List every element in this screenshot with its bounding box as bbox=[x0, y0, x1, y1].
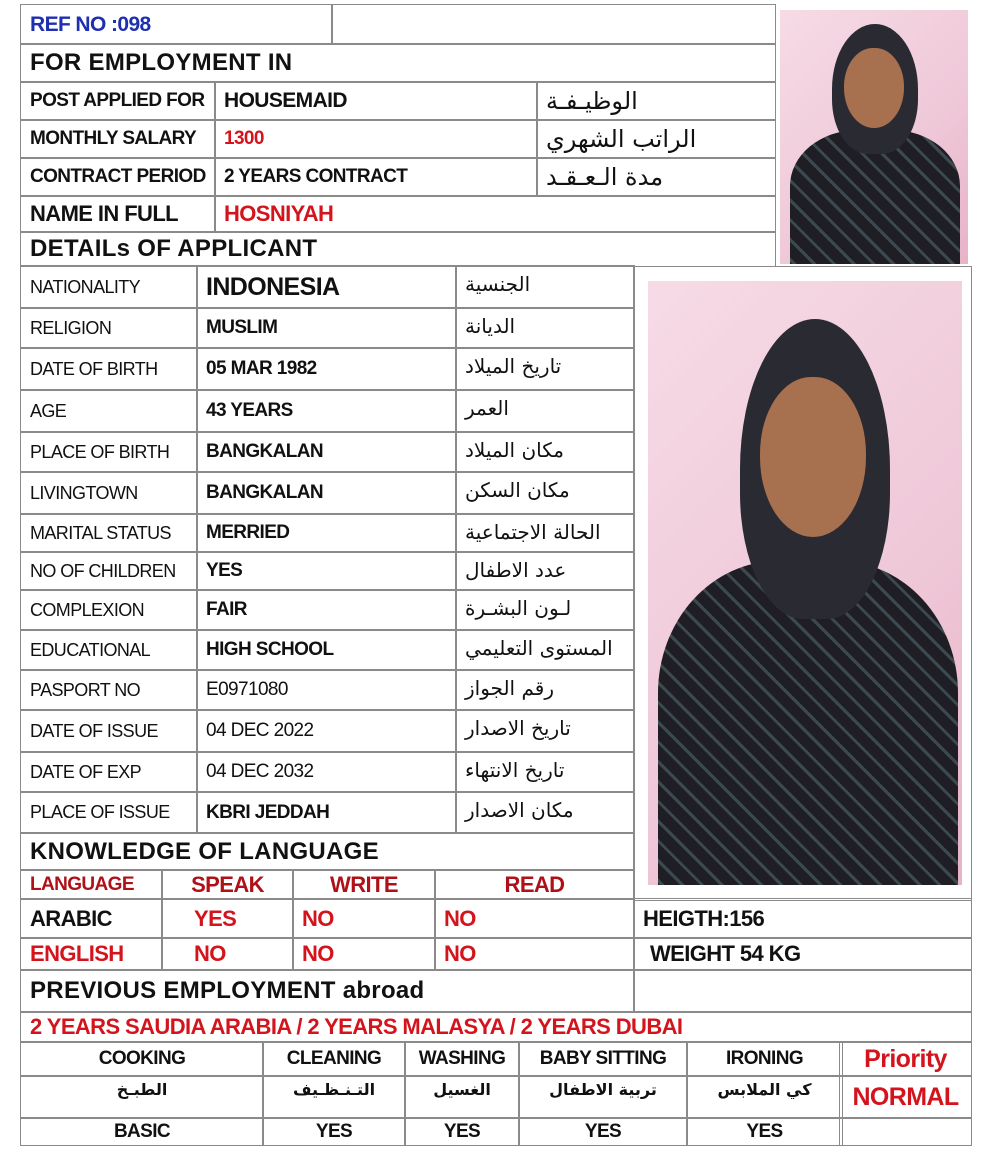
previous-employment-value: 2 YEARS SAUDIA ARABIA / 2 YEARS MALASYA / 2 YEARS DUBAI bbox=[20, 1011, 972, 1043]
salary-arabic: الراتب الشهري bbox=[536, 119, 776, 159]
detail-arabic: رقم الجواز bbox=[455, 669, 635, 711]
detail-value: HIGH SCHOOL bbox=[196, 629, 457, 671]
empty-cell bbox=[839, 1117, 972, 1146]
english-language: ENGLISH bbox=[20, 937, 163, 971]
detail-arabic: مكان الاصدار bbox=[455, 791, 635, 834]
empty-cell bbox=[331, 4, 776, 45]
arabic-read: NO bbox=[434, 898, 635, 939]
post-value: HOUSEMAID bbox=[214, 81, 538, 121]
skill-name: BABY SITTING bbox=[518, 1041, 688, 1077]
detail-arabic: تاريخ الانتهاء bbox=[455, 751, 635, 793]
name-label: NAME IN FULL bbox=[20, 195, 216, 233]
arabic-write: NO bbox=[292, 898, 436, 939]
employment-heading: FOR EMPLOYMENT IN bbox=[20, 43, 776, 83]
skill-arabic: التـنـظـيف bbox=[262, 1075, 406, 1119]
skill-arabic: تربية الاطفال bbox=[518, 1075, 688, 1119]
applicant-photo-small bbox=[780, 10, 968, 264]
detail-label: PLACE OF BIRTH bbox=[20, 431, 198, 473]
detail-arabic: لـون البشـرة bbox=[455, 589, 635, 631]
salary-label: MONTHLY SALARY bbox=[20, 119, 216, 159]
detail-value: 05 MAR 1982 bbox=[196, 347, 457, 391]
detail-label: DATE OF BIRTH bbox=[20, 347, 198, 391]
skill-name: WASHING bbox=[404, 1041, 520, 1077]
weight-value: WEIGHT 54 KG bbox=[633, 937, 972, 971]
detail-arabic: الحالة الاجتماعية bbox=[455, 513, 635, 553]
detail-value: INDONESIA bbox=[196, 265, 457, 309]
language-heading: KNOWLEDGE OF LANGUAGE bbox=[20, 832, 635, 871]
salary-value: 1300 bbox=[214, 119, 538, 159]
detail-arabic: عدد الاطفال bbox=[455, 551, 635, 591]
priority-value: NORMAL bbox=[839, 1075, 972, 1119]
height-value: HEIGTH:156 bbox=[633, 898, 972, 939]
detail-arabic: الديانة bbox=[455, 307, 635, 349]
english-speak: NO bbox=[161, 937, 294, 971]
contract-value: 2 YEARS CONTRACT bbox=[214, 157, 538, 197]
detail-arabic: تاريخ الميلاد bbox=[455, 347, 635, 391]
skill-level: BASIC bbox=[20, 1117, 264, 1146]
detail-label: PASPORT NO bbox=[20, 669, 198, 711]
detail-value: E0971080 bbox=[196, 669, 457, 711]
detail-arabic: الجنسية bbox=[455, 265, 635, 309]
detail-label: COMPLEXION bbox=[20, 589, 198, 631]
detail-value: 04 DEC 2032 bbox=[196, 751, 457, 793]
detail-label: EDUCATIONAL bbox=[20, 629, 198, 671]
read-header: READ bbox=[434, 869, 635, 900]
detail-value: MERRIED bbox=[196, 513, 457, 553]
detail-arabic: المستوى التعليمي bbox=[455, 629, 635, 671]
detail-label: DATE OF EXP bbox=[20, 751, 198, 793]
detail-label: LIVINGTOWN bbox=[20, 471, 198, 515]
skill-name: IRONING bbox=[686, 1041, 843, 1077]
skill-name: COOKING bbox=[20, 1041, 264, 1077]
name-value: HOSNIYAH bbox=[214, 195, 776, 233]
english-write: NO bbox=[292, 937, 436, 971]
detail-value: KBRI JEDDAH bbox=[196, 791, 457, 834]
contract-arabic: مدة الـعـقـد bbox=[536, 157, 776, 197]
detail-label: RELIGION bbox=[20, 307, 198, 349]
detail-value: 04 DEC 2022 bbox=[196, 709, 457, 753]
detail-arabic: مكان الميلاد bbox=[455, 431, 635, 473]
post-label: POST APPLIED FOR bbox=[20, 81, 216, 121]
detail-label: MARITAL STATUS bbox=[20, 513, 198, 553]
arabic-speak: YES bbox=[161, 898, 294, 939]
detail-value: YES bbox=[196, 551, 457, 591]
write-header: WRITE bbox=[292, 869, 436, 900]
skill-level: YES bbox=[404, 1117, 520, 1146]
skill-arabic: الطبـخ bbox=[20, 1075, 264, 1119]
detail-arabic: العمر bbox=[455, 389, 635, 433]
ref-number: REF NO :098 bbox=[20, 4, 333, 45]
skill-arabic: الغسيل bbox=[404, 1075, 520, 1119]
skill-arabic: كي الملابس bbox=[686, 1075, 843, 1119]
detail-label: PLACE OF ISSUE bbox=[20, 791, 198, 834]
detail-arabic: مكان السكن bbox=[455, 471, 635, 515]
detail-label: DATE OF ISSUE bbox=[20, 709, 198, 753]
detail-value: FAIR bbox=[196, 589, 457, 631]
detail-label: NO OF CHILDREN bbox=[20, 551, 198, 591]
arabic-language: ARABIC bbox=[20, 898, 163, 939]
skill-level: YES bbox=[518, 1117, 688, 1146]
priority-label: Priority bbox=[839, 1041, 972, 1077]
english-read: NO bbox=[434, 937, 635, 971]
details-heading: DETAILs OF APPLICANT bbox=[20, 231, 776, 267]
detail-label: NATIONALITY bbox=[20, 265, 198, 309]
skill-name: CLEANING bbox=[262, 1041, 406, 1077]
speak-header: SPEAK bbox=[161, 869, 294, 900]
skill-level: YES bbox=[262, 1117, 406, 1146]
detail-value: MUSLIM bbox=[196, 307, 457, 349]
detail-value: BANGKALAN bbox=[196, 431, 457, 473]
empty-cell bbox=[633, 969, 972, 1013]
detail-value: BANGKALAN bbox=[196, 471, 457, 515]
detail-arabic: تاريخ الاصدار bbox=[455, 709, 635, 753]
detail-label: AGE bbox=[20, 389, 198, 433]
previous-employment-heading: PREVIOUS EMPLOYMENT abroad bbox=[20, 969, 635, 1013]
skill-level: YES bbox=[686, 1117, 843, 1146]
applicant-photo-large bbox=[648, 281, 962, 885]
language-header: LANGUAGE bbox=[20, 869, 163, 900]
post-arabic: الوظيـفـة bbox=[536, 81, 776, 121]
detail-value: 43 YEARS bbox=[196, 389, 457, 433]
contract-label: CONTRACT PERIOD bbox=[20, 157, 216, 197]
